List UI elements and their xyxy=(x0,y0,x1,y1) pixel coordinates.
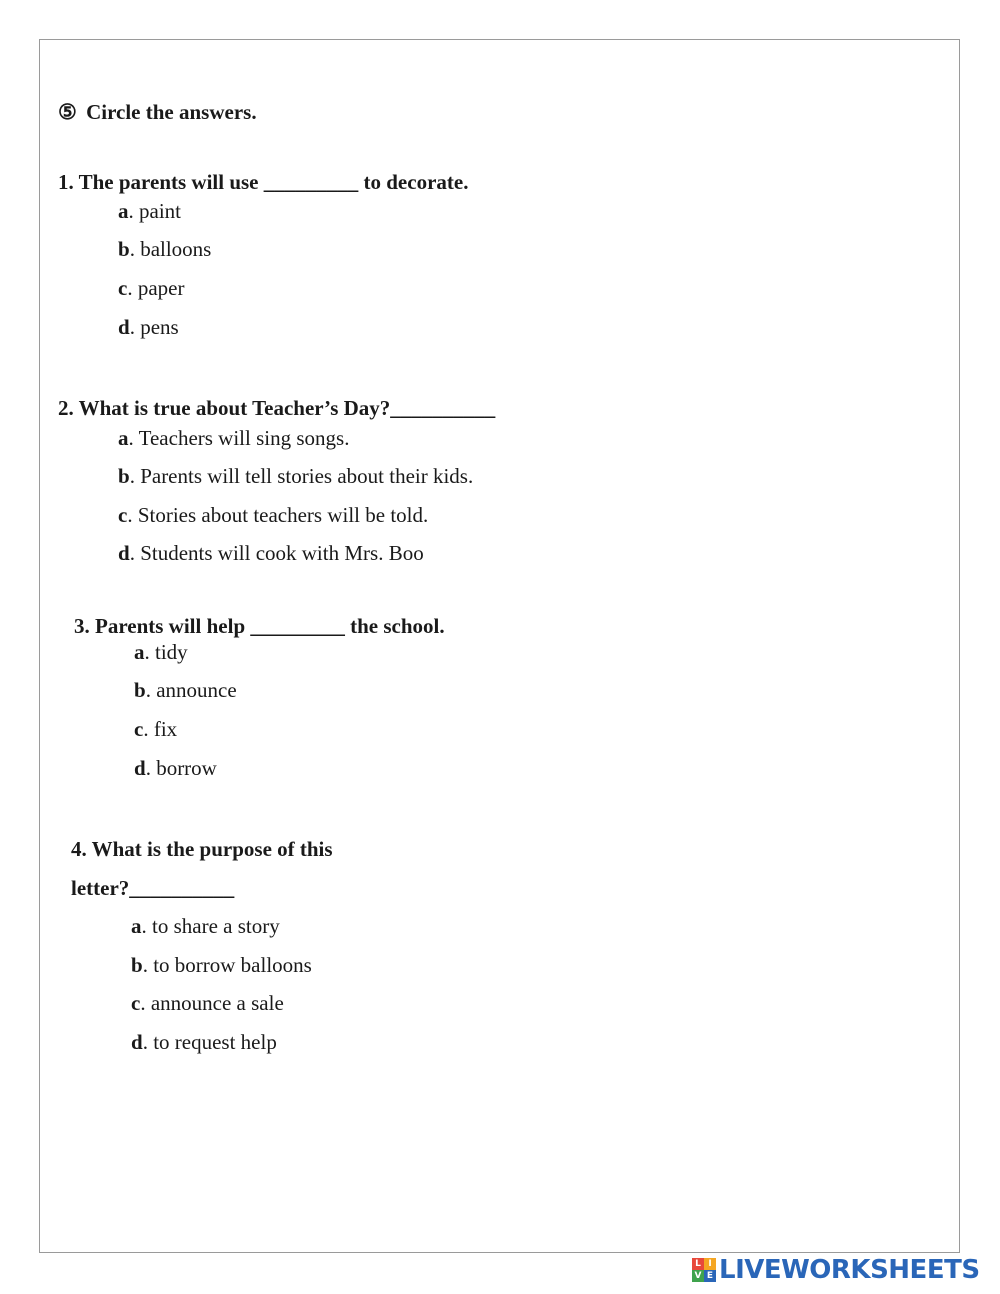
question-3-prompt: 3. Parents will help _________ the school. xyxy=(74,614,445,638)
question-2-option-d[interactable] xyxy=(118,541,424,565)
question-1-prompt: 1. The parents will use _________ to decorate. xyxy=(58,170,469,194)
logo-tile: E xyxy=(704,1270,716,1282)
question-4-option-b[interactable] xyxy=(131,953,312,977)
option-text: . Teachers will sing songs. xyxy=(128,426,350,450)
instruction-text: Circle the answers. xyxy=(86,100,257,124)
question-3-option-b[interactable] xyxy=(134,678,237,702)
option-letter: b xyxy=(118,237,130,261)
question-2-option-b[interactable] xyxy=(118,464,473,488)
option-letter: d xyxy=(134,756,146,780)
question-2-option-a[interactable] xyxy=(118,426,349,450)
option-text: . balloons xyxy=(129,237,212,261)
liveworksheets-logo-icon xyxy=(692,1258,716,1282)
option-letter: d xyxy=(118,315,130,339)
option-letter: d xyxy=(118,541,130,565)
section-number: ⑤ xyxy=(58,100,77,124)
option-letter: c xyxy=(131,991,141,1015)
liveworksheets-brand xyxy=(692,1256,980,1284)
option-text: . announce xyxy=(145,678,237,702)
option-letter: b xyxy=(131,953,143,977)
option-text: . to borrow balloons xyxy=(142,953,312,977)
question-4-prompt-line-2: letter?__________ xyxy=(71,876,235,900)
option-letter: a xyxy=(118,199,129,223)
option-letter: a xyxy=(118,426,129,450)
option-text: . Students will cook with Mrs. Boo xyxy=(129,541,424,565)
option-text: . fix xyxy=(143,717,178,741)
question-4-option-a[interactable] xyxy=(131,914,280,938)
option-letter: c xyxy=(134,717,144,741)
question-1-option-c[interactable] xyxy=(118,276,184,300)
option-letter: d xyxy=(131,1030,143,1054)
question-2-option-c[interactable] xyxy=(118,503,428,527)
option-text: . borrow xyxy=(145,756,217,780)
option-text: . to request help xyxy=(142,1030,277,1054)
question-3-option-c[interactable] xyxy=(134,717,177,741)
question-1-option-b[interactable] xyxy=(118,237,211,261)
question-2-prompt: 2. What is true about Teacher’s Day?__________ xyxy=(58,396,496,420)
question-4-prompt-line-1: 4. What is the purpose of this xyxy=(71,837,333,861)
option-letter: c xyxy=(118,276,128,300)
option-text: . pens xyxy=(129,315,179,339)
brand-name: LIVEWORKSHEETS xyxy=(719,1255,980,1285)
option-text: . Stories about teachers will be told. xyxy=(127,503,429,527)
question-3-option-a[interactable] xyxy=(134,640,188,664)
option-text: . Parents will tell stories about their kids. xyxy=(129,464,474,488)
option-letter: b xyxy=(118,464,130,488)
option-text: . paper xyxy=(127,276,185,300)
question-4-option-d[interactable] xyxy=(131,1030,277,1054)
option-letter: a xyxy=(134,640,145,664)
option-letter: a xyxy=(131,914,142,938)
option-letter: c xyxy=(118,503,128,527)
question-1-option-d[interactable] xyxy=(118,315,179,339)
question-4-option-c[interactable] xyxy=(131,991,284,1015)
question-3-option-d[interactable] xyxy=(134,756,217,780)
option-text: . to share a story xyxy=(141,914,280,938)
logo-tile: V xyxy=(692,1270,704,1282)
option-text: . announce a sale xyxy=(140,991,284,1015)
logo-tile: L xyxy=(692,1258,704,1270)
logo-tile: I xyxy=(704,1258,716,1270)
question-1-option-a[interactable] xyxy=(118,199,181,223)
instruction xyxy=(58,100,257,124)
option-text: . tidy xyxy=(144,640,188,664)
option-letter: b xyxy=(134,678,146,702)
option-text: . paint xyxy=(128,199,181,223)
